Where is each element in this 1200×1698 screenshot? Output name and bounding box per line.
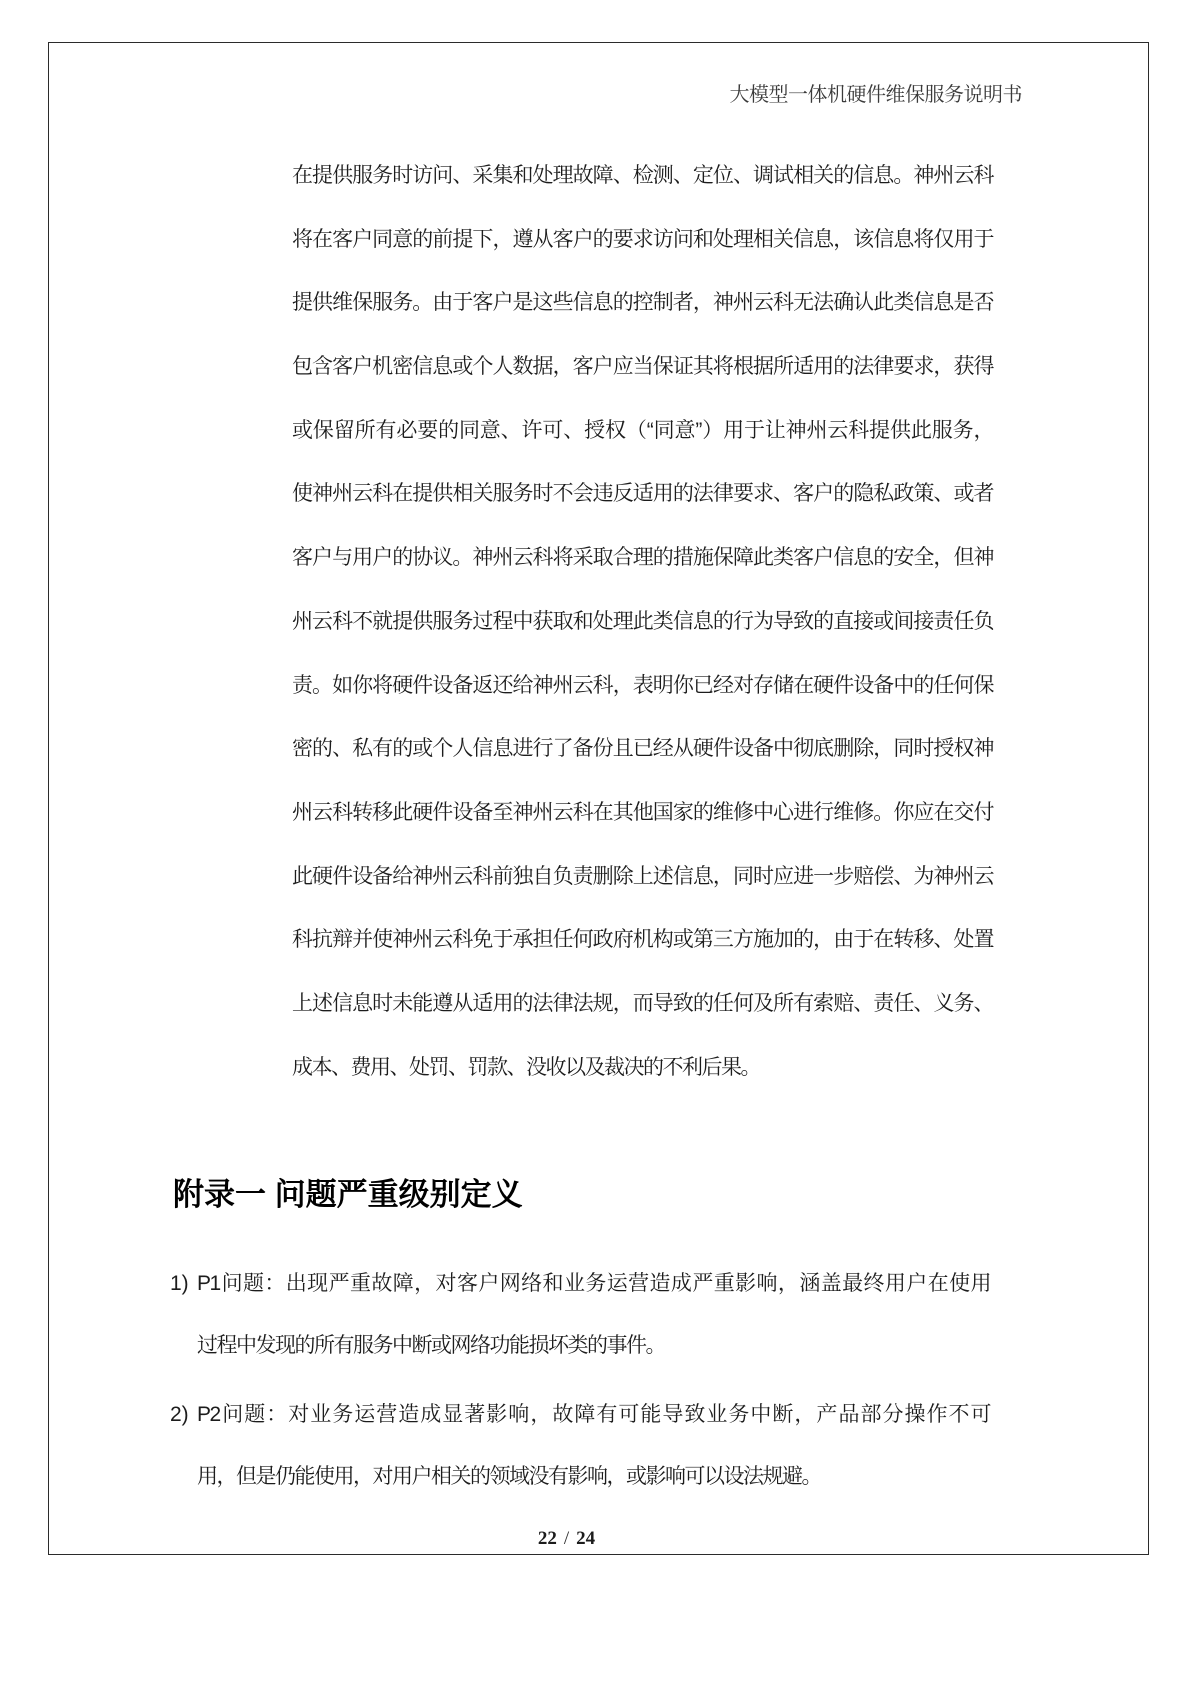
total-page-count: 24 bbox=[576, 1528, 596, 1549]
list-item-p2 bbox=[170, 1384, 993, 1508]
paragraph-line: 将在客户同意的前提下，遵从客户的要求访问和处理相关信息，该信息将仅用于 bbox=[292, 227, 993, 251]
paragraph-line: 责。如你将硬件设备返还给神州云科，表明你已经对存储在硬件设备中的任何保 bbox=[292, 673, 993, 697]
paragraph-line: 成本、费用、处罚、罚款、没收以及裁决的不利后果。 bbox=[292, 1055, 760, 1079]
paragraph-line: 科抗辩并使神州云科免于承担任何政府机构或第三方施加的，由于在转移、处置 bbox=[292, 928, 993, 952]
body-paragraph bbox=[292, 144, 993, 1099]
paragraph-line: 使神州云科在提供相关服务时不会违反适用的法律要求、客户的隐私政策、或者 bbox=[292, 482, 993, 506]
list-item-text bbox=[197, 1253, 990, 1377]
list-marker: 1) bbox=[170, 1272, 189, 1295]
appendix-heading: 附录一 问题严重级别定义 bbox=[173, 1177, 523, 1212]
list-item-line: P1问题：出现严重故障，对客户网络和业务运营造成严重影响，涵盖最终用户在使用 bbox=[197, 1272, 990, 1295]
paragraph-line: 或保留所有必要的同意、许可、授权（“同意”）用于让神州云科提供此服务， bbox=[292, 418, 993, 442]
paragraph-line: 包含客户机密信息或个人数据，客户应当保证其将根据所适用的法律要求，获得 bbox=[292, 355, 993, 379]
list-marker: 2) bbox=[170, 1403, 189, 1426]
paragraph-line: 州云科转移此硬件设备至神州云科在其他国家的维修中心进行维修。你应在交付 bbox=[292, 800, 993, 824]
list-item-p1 bbox=[170, 1253, 993, 1377]
paragraph-line: 客户与用户的协议。神州云科将采取合理的措施保障此类客户信息的安全，但神 bbox=[292, 546, 993, 570]
paragraph-line: 提供维保服务。由于客户是这些信息的控制者，神州云科无法确认此类信息是否 bbox=[292, 291, 993, 315]
current-page-number: 22 bbox=[537, 1528, 557, 1549]
page-header: 大模型一体机硬件维保服务说明书 bbox=[729, 84, 1022, 106]
paragraph-line: 州云科不就提供服务过程中获取和处理此类信息的行为导致的直接或间接责任负 bbox=[292, 609, 993, 633]
paragraph-line: 此硬件设备给神州云科前独自负责删除上述信息，同时应进一步赔偿、为神州云 bbox=[292, 864, 993, 888]
page-number-separator: / bbox=[563, 1528, 570, 1549]
list-item-line: 用，但是仍能使用，对用户相关的领域没有影响，或影响可以设法规避。 bbox=[197, 1465, 821, 1488]
paragraph-line: 密的、私有的或个人信息进行了备份且已经从硬件设备中彻底删除，同时授权神 bbox=[292, 737, 993, 761]
list-item-line: P2问题：对业务运营造成显著影响，故障有可能导致业务中断，产品部分操作不可 bbox=[197, 1403, 990, 1426]
paragraph-line: 上述信息时未能遵从适用的法律法规，而导致的任何及所有索赔、责任、义务、 bbox=[292, 991, 993, 1015]
list-item-line: 过程中发现的所有服务中断或网络功能损坏类的事件。 bbox=[197, 1334, 665, 1357]
paragraph-line: 在提供服务时访问、采集和处理故障、检测、定位、调试相关的信息。神州云科 bbox=[292, 164, 993, 187]
page-footer bbox=[170, 1526, 963, 1552]
list-item-text bbox=[197, 1384, 990, 1508]
